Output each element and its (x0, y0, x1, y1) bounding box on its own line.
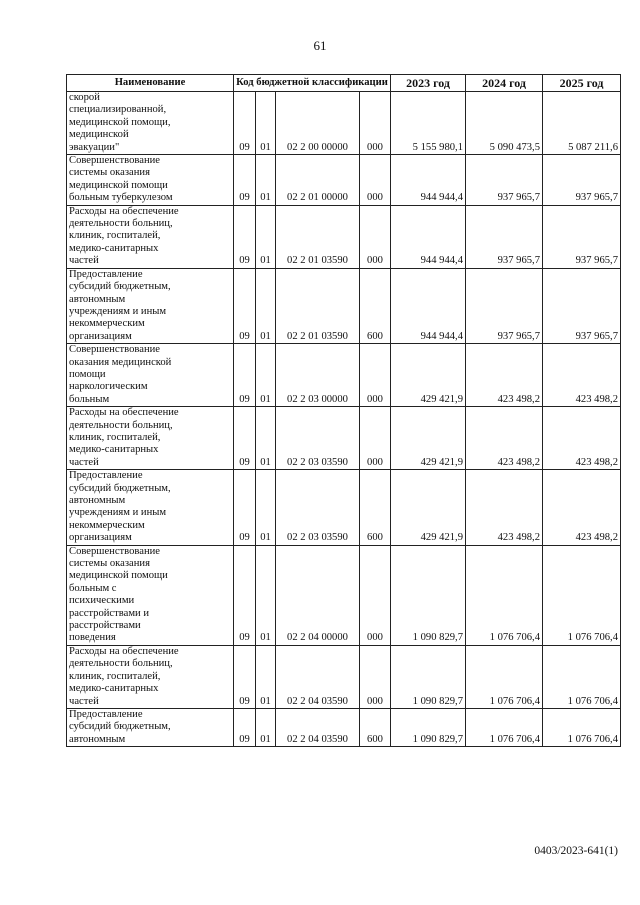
amount-2025: 1 076 706,4 (543, 545, 621, 645)
row-name-line: специализированной, (69, 104, 167, 116)
row-name-line: помощи (69, 368, 106, 380)
row-name-line: организациям (69, 532, 132, 544)
row-name (67, 205, 234, 268)
expense-type-code: 000 (360, 92, 391, 155)
row-name-line: поведения (69, 632, 116, 644)
expense-type-code: 000 (360, 155, 391, 206)
table-row (67, 470, 621, 545)
document-code: 0403/2023-641(1) (534, 845, 618, 857)
target-article-code: 02 2 04 03590 (276, 645, 360, 708)
row-name-line: деятельности больниц, (69, 419, 173, 431)
amount-2025: 937 965,7 (543, 268, 621, 343)
target-article-code: 02 2 04 03590 (276, 708, 360, 746)
table-row (67, 344, 621, 407)
row-name-line: частей (69, 695, 99, 707)
subsection-code: 01 (256, 708, 276, 746)
row-name-line: оказания медицинской (69, 356, 172, 368)
row-name (67, 155, 234, 206)
row-name-line: автономным (69, 495, 126, 506)
row-name-line: наркологическим (69, 381, 148, 393)
amount-2023: 1 090 829,7 (391, 545, 466, 645)
table-row (67, 407, 621, 470)
row-name-line: медико-санитарных (69, 242, 159, 254)
row-name-line: автономным (69, 293, 126, 305)
target-article-code: 02 2 03 03590 (276, 407, 360, 470)
amount-2024: 937 965,7 (466, 155, 543, 206)
row-name-line: системы оказания (69, 167, 150, 179)
row-name (67, 92, 234, 155)
expense-type-code: 600 (360, 708, 391, 746)
row-name-line: клиник, госпиталей, (69, 431, 161, 443)
table-row (67, 268, 621, 343)
subsection-code: 01 (256, 545, 276, 645)
table-row (67, 205, 621, 268)
subsection-code: 01 (256, 645, 276, 708)
row-name-line: медицинской помощи (69, 570, 168, 582)
table-row (67, 155, 621, 206)
row-name-line: субсидий бюджетным, (69, 721, 171, 733)
row-name-line: частей (69, 456, 99, 468)
section-code: 09 (234, 470, 256, 545)
row-name (67, 268, 234, 343)
row-name-line: медико-санитарных (69, 683, 159, 695)
section-code: 09 (234, 92, 256, 155)
table-body (67, 92, 621, 747)
row-name-line: скорой (69, 92, 100, 103)
target-article-code: 02 2 04 00000 (276, 545, 360, 645)
row-name (67, 407, 234, 470)
header-name: Наименование (67, 75, 234, 92)
section-code: 09 (234, 205, 256, 268)
subsection-code: 01 (256, 470, 276, 545)
amount-2024: 937 965,7 (466, 268, 543, 343)
row-name-line: Совершенствование (69, 155, 160, 167)
amount-2024: 1 076 706,4 (466, 545, 543, 645)
row-name-line: Совершенствование (69, 344, 160, 356)
amount-2025: 1 076 706,4 (543, 708, 621, 746)
row-name-line: расстройствами (69, 620, 141, 632)
amount-2023: 429 421,9 (391, 407, 466, 470)
table-row (67, 92, 621, 155)
budget-table (66, 74, 621, 747)
target-article-code: 02 2 01 03590 (276, 268, 360, 343)
amount-2025: 1 076 706,4 (543, 645, 621, 708)
row-name-line: Предоставление (69, 470, 143, 482)
expense-type-code: 600 (360, 470, 391, 545)
section-code: 09 (234, 407, 256, 470)
expense-type-code: 000 (360, 344, 391, 407)
section-code: 09 (234, 268, 256, 343)
header-code: Код бюджетной классификации (234, 75, 391, 92)
row-name-line: организациям (69, 330, 132, 342)
expense-type-code: 000 (360, 407, 391, 470)
amount-2023: 429 421,9 (391, 344, 466, 407)
amount-2023: 5 155 980,1 (391, 92, 466, 155)
row-name-line: клиник, госпиталей, (69, 670, 161, 682)
section-code: 09 (234, 155, 256, 206)
row-name-line: учреждениям и иным (69, 305, 167, 317)
subsection-code: 01 (256, 205, 276, 268)
amount-2025: 5 087 211,6 (543, 92, 621, 155)
row-name-line: эвакуации" (69, 141, 120, 153)
amount-2023: 429 421,9 (391, 470, 466, 545)
row-name-line: Предоставление (69, 708, 143, 720)
row-name-line: медицинской помощи (69, 179, 168, 191)
row-name (67, 645, 234, 708)
row-name-line: субсидий бюджетным, (69, 482, 171, 494)
amount-2023: 944 944,4 (391, 205, 466, 268)
row-name-line: медицинской помощи, (69, 116, 171, 128)
table-header-row (67, 75, 621, 92)
row-name (67, 344, 234, 407)
amount-2023: 1 090 829,7 (391, 708, 466, 746)
amount-2024: 937 965,7 (466, 205, 543, 268)
row-name-line: больным (69, 393, 110, 405)
target-article-code: 02 2 01 00000 (276, 155, 360, 206)
amount-2024: 5 090 473,5 (466, 92, 543, 155)
row-name-line: Совершенствование (69, 545, 160, 557)
row-name-line: клиник, госпиталей, (69, 230, 161, 242)
expense-type-code: 000 (360, 205, 391, 268)
table-row (67, 708, 621, 746)
subsection-code: 01 (256, 92, 276, 155)
amount-2025: 937 965,7 (543, 155, 621, 206)
row-name-line: психическими (69, 595, 135, 607)
target-article-code: 02 2 03 00000 (276, 344, 360, 407)
subsection-code: 01 (256, 155, 276, 206)
amount-2025: 423 498,2 (543, 470, 621, 545)
page-number: 61 (313, 38, 327, 53)
header-2024: 2024 год (466, 75, 543, 92)
row-name-line: медико-санитарных (69, 444, 159, 456)
row-name-line: Предоставление (69, 268, 143, 280)
amount-2023: 1 090 829,7 (391, 645, 466, 708)
table-row (67, 645, 621, 708)
row-name-line: деятельности больниц, (69, 658, 173, 670)
target-article-code: 02 2 03 03590 (276, 470, 360, 545)
row-name-line: системы оказания (69, 558, 150, 570)
row-name-line: некоммерческим (69, 318, 145, 330)
amount-2024: 1 076 706,4 (466, 645, 543, 708)
section-code: 09 (234, 545, 256, 645)
header-2023: 2023 год (391, 75, 466, 92)
table-row (67, 545, 621, 645)
row-name-line: медицинской (69, 129, 129, 141)
row-name-line: Расходы на обеспечение (69, 645, 179, 657)
expense-type-code: 600 (360, 268, 391, 343)
section-code: 09 (234, 645, 256, 708)
row-name-line: субсидий бюджетным, (69, 281, 171, 293)
row-name-line: автономным (69, 733, 126, 745)
expense-type-code: 000 (360, 545, 391, 645)
section-code: 09 (234, 708, 256, 746)
row-name-line: больным туберкулезом (69, 192, 173, 204)
row-name (67, 545, 234, 645)
amount-2024: 1 076 706,4 (466, 708, 543, 746)
subsection-code: 01 (256, 268, 276, 343)
section-code: 09 (234, 344, 256, 407)
row-name-line: частей (69, 255, 99, 267)
row-name-line: больным с (69, 582, 117, 594)
row-name (67, 708, 234, 746)
row-name-line: Расходы на обеспечение (69, 407, 179, 419)
row-name-line: деятельности больниц, (69, 218, 173, 230)
amount-2025: 423 498,2 (543, 344, 621, 407)
amount-2025: 423 498,2 (543, 407, 621, 470)
header-2025: 2025 год (543, 75, 621, 92)
amount-2025: 937 965,7 (543, 205, 621, 268)
target-article-code: 02 2 01 03590 (276, 205, 360, 268)
amount-2024: 423 498,2 (466, 407, 543, 470)
row-name-line: расстройствами и (69, 607, 150, 619)
row-name-line: учреждениям и иным (69, 507, 167, 519)
row-name (67, 470, 234, 545)
amount-2024: 423 498,2 (466, 344, 543, 407)
amount-2023: 944 944,4 (391, 268, 466, 343)
target-article-code: 02 2 00 00000 (276, 92, 360, 155)
row-name-line: Расходы на обеспечение (69, 205, 179, 217)
expense-type-code: 000 (360, 645, 391, 708)
amount-2024: 423 498,2 (466, 470, 543, 545)
subsection-code: 01 (256, 407, 276, 470)
subsection-code: 01 (256, 344, 276, 407)
row-name-line: некоммерческим (69, 519, 145, 531)
amount-2023: 944 944,4 (391, 155, 466, 206)
